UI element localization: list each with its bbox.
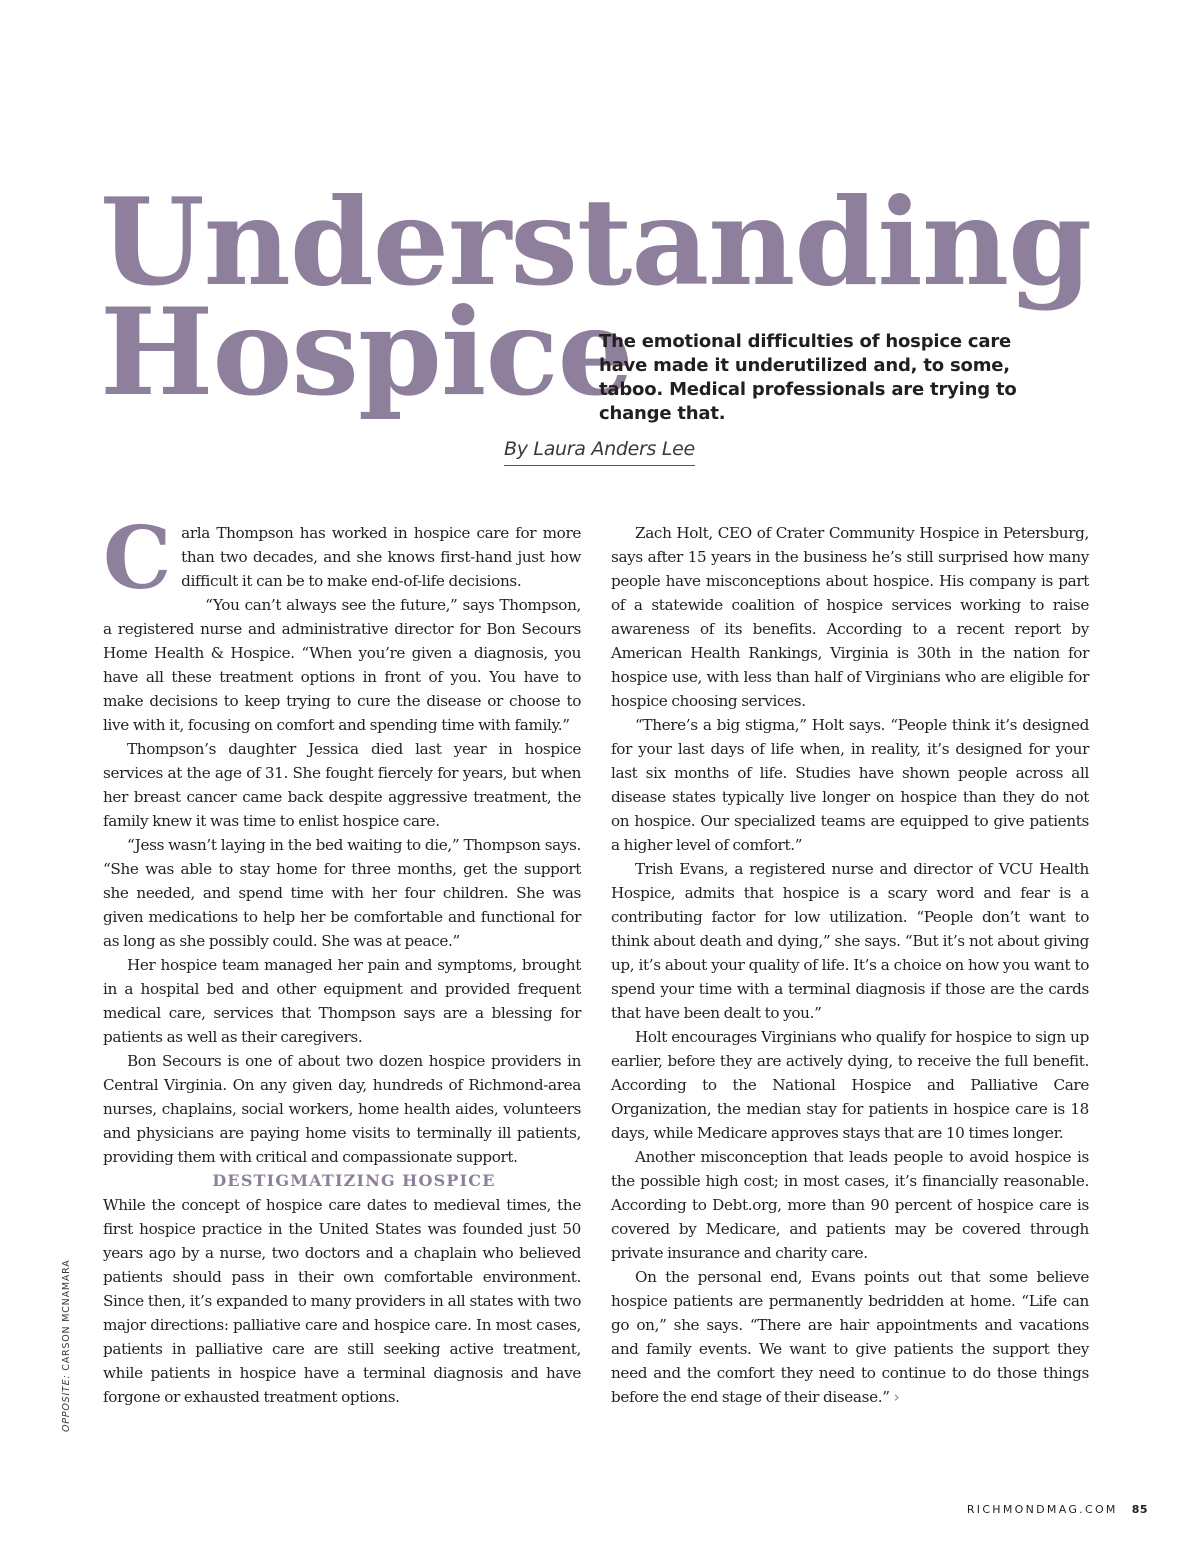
paragraph: Bon Secours is one of about two dozen hospice providers in Central Virginia. On any given day, hundreds of Richmond-area nurses, chaplains, social workers, home health aides, volunteers and physicians are paying home visits to terminally ill patients, providing them with critical and compassionate support. bbox=[103, 1052, 581, 1166]
paragraph: Another misconception that leads people to avoid hospice is the possible high cost; in most cases, it’s financially reasonable. According to Debt.org, more than 90 percent of hospice care is covered by Medicare, and patients may be covered through private insurance and charity care. bbox=[611, 1148, 1089, 1262]
paragraph: Carla Thompson has worked in hospice care for more than two decades, and she knows first-hand just how difficult it can be to make end-of-life decisions. bbox=[103, 508, 581, 609]
page-footer bbox=[967, 1503, 1148, 1516]
footer-site: RICHMONDMAG.COM bbox=[966, 1503, 1118, 1516]
paragraph: Thompson’s daughter Jessica died last year in hospice services at the age of 31. She fought fiercely for years, but when her breast cancer came back despite aggressive treatment, the family knew it was time to enlist hospice care. bbox=[103, 740, 581, 830]
title-line-1: Understanding bbox=[100, 172, 1092, 313]
right-column bbox=[611, 521, 1089, 1409]
paragraph: Trish Evans, a registered nurse and director of VCU Health Hospice, admits that hospice is a scary word and fear is a contributing factor for low utilization. “People don’t want to think about death and dying,” she says. “But it’s not about giving up, it’s about your quality of life. It’s a choice on how you want to spend your time with a terminal diagnosis if those are the cards that have been dealt to you.” bbox=[611, 860, 1089, 1022]
photo-credit bbox=[61, 1260, 72, 1433]
byline: By Laura Anders Lee bbox=[504, 438, 695, 466]
paragraph: “You can’t always see the future,” says Thompson, a registered nurse and administrative director for Bon Secours Home Health & Hospice. “When you’re given a diagnosis, you have all these treatment options in front of you. You have to make decisions to keep trying to cure the disease or choose to live with it, focusing on comfort and spending time with family.” bbox=[103, 596, 581, 734]
title-line-2: Hospice bbox=[100, 282, 633, 423]
paragraph: Zach Holt, CEO of Crater Community Hospice in Petersburg, says after 15 years in the business he’s still surprised how many people have misconceptions about hospice. His company is part of a statewide coalition of hospice services working to raise awareness of its benefits. According to a recent report by American Health Rankings, Virginia is 30th in the nation for hospice use, with less than half of Virginians who are eligible for hospice choosing services. bbox=[611, 524, 1089, 710]
article-dek: The emotional difficulties of hospice care have made it underutilized and, to some, taboo. Medical professionals are trying to change that. bbox=[599, 331, 1017, 424]
photo-credit-name: CARSON MCNAMARA bbox=[61, 1259, 72, 1371]
paragraph: “There’s a big stigma,” Holt says. “People think it’s designed for your last days of life when, in reality, it’s designed for your last six months of life. Studies have shown people across all disease states typically live longer on hospice than they do not on hospice. Our specialized teams are equipped to give patients a higher level of comfort.” bbox=[611, 716, 1089, 854]
paragraph: Holt encourages Virginians who qualify for hospice to sign up earlier, before they are actively dying, to receive the full benefit. According to the National Hospice and Palliative Care Organization, the median stay for patients in hospice care is 18 days, while Medicare approves stays that are 10 times longer. bbox=[611, 1028, 1089, 1142]
drop-cap: C bbox=[103, 508, 172, 609]
page-number: 85 bbox=[1131, 1503, 1148, 1516]
left-column bbox=[103, 508, 581, 1409]
photo-credit-label: OPPOSITE: bbox=[61, 1374, 72, 1432]
end-mark-icon: › bbox=[893, 1388, 900, 1406]
paragraph: “Jess wasn’t laying in the bed waiting to die,” Thompson says. “She was able to stay home for three months, get the support she needed, and spend time with her four children. She was given medications to help her be comfortable and functional for as long as she possibly could. She was at peace.” bbox=[103, 836, 581, 950]
paragraph: While the concept of hospice care dates to medieval times, the first hospice practice in the United States was founded just 50 years ago by a nurse, two doctors and a chaplain who believed patients should pass in their own comfortable environment. Since then, it’s expanded to many providers in all states with two major directions: palliative care and hospice care. In most cases, patients in palliative care are still seeking active treatment, while patients in hospice have a terminal diagnosis and have forgone or exhausted treatment options. bbox=[103, 1196, 581, 1406]
paragraph: Her hospice team managed her pain and symptoms, brought in a hospital bed and other equipment and provided frequent medical care, services that Thompson says are a blessing for patients as well as their caregivers. bbox=[103, 956, 581, 1046]
paragraph: On the personal end, Evans points out that some believe hospice patients are permanently bedridden at home. “Life can go on,” she says. “There are hair appointments and vacations and family events. We want to give patients the support they need and the comfort they need to continue to do those things before the end stage of their disease.” › bbox=[611, 1268, 1089, 1406]
section-subhead: DESTIGMATIZING HOSPICE bbox=[212, 1171, 496, 1190]
